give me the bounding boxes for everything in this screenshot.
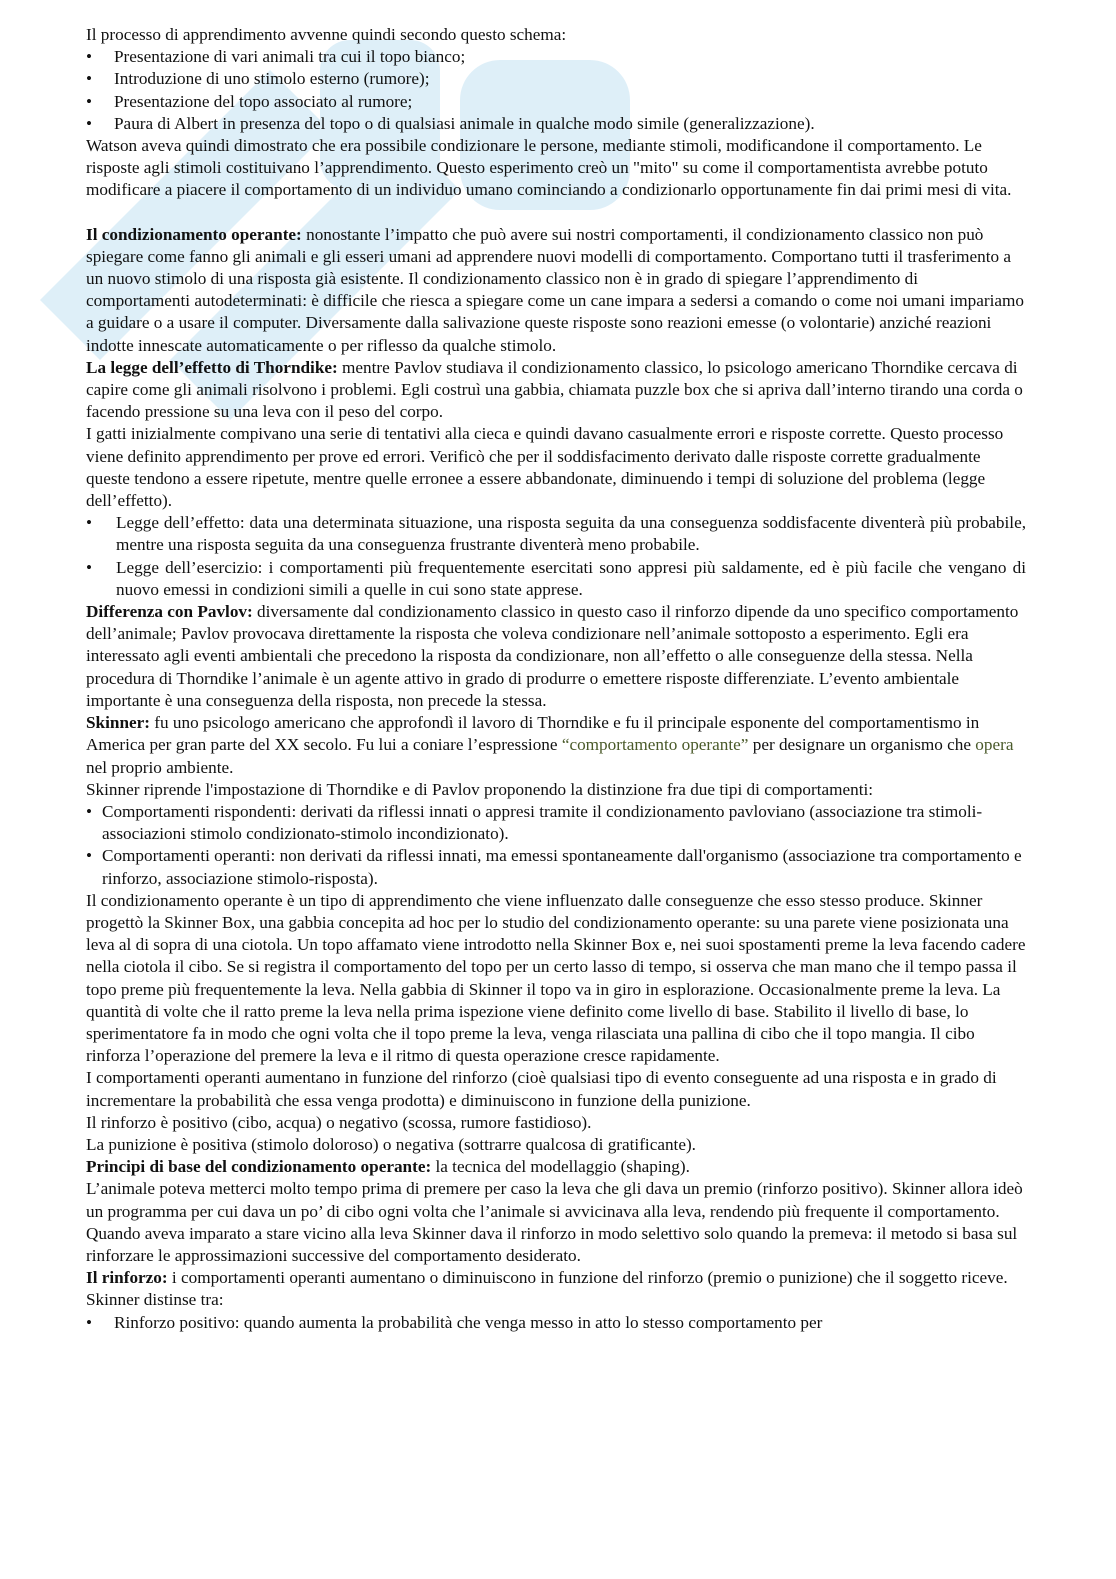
skinner-paragraph: Skinner: fu uno psicologo americano che approfondì il lavoro di Thorndike e fu il principale esponente del comportamentismo in America per gran parte del XX secolo. Fu lui a coniare l’espressione “comportamento operante” per designare un organismo che opera nel proprio ambiente. [86, 713, 1014, 777]
shaping-paragraph: L’animale poteva metterci molto tempo prima di premere per caso la leva che gli dava un premio (rinforzo positivo). Skinner allora ideò un programma per cui dava un po’ di cibo ogni volta che l’animale si avvicinava alla leva, rendendo più frequente il comportamento. Quando aveva imparato a stare vicino alla leva Skinner dava il rinforzo in modo selettivo solo quando la premeva: il metodo si basa sul rinforzare le approssimazioni successive del comportamento desiderato. [86, 1179, 1023, 1265]
list-item: • Paura di Albert in presenza del topo o di qualsiasi animale in qualche modo simile (generalizzazione). [86, 113, 1026, 135]
skinner-distinction-paragraph: Skinner riprende l'impostazione di Thorndike e di Pavlov proponendo la distinzione fra due tipi di comportamenti: [86, 779, 874, 799]
list-item: • Presentazione del topo associato al rumore; [86, 91, 1026, 113]
bullet-icon: • [86, 846, 93, 866]
bullet-icon: • [86, 91, 93, 111]
bullet-icon: • [86, 69, 93, 89]
list-item: • Presentazione di vari animali tra cui il topo bianco; [86, 46, 1026, 68]
thorndike-paragraph: La legge dell’effetto di Thorndike: mentre Pavlov studiava il condizionamento classico, lo psicologo americano Thorndike cercava di capire come gli animali risolvono i problemi. Egli costruì una gabbia, chiamata puzzle box che si apriva dall’interno tirando una corda o facendo pressione su una leva con il peso del corpo. [86, 357, 1023, 422]
list-item: • Rinforzo positivo: quando aumenta la probabilità che venga messo in atto lo stesso comportamento per [86, 1312, 1026, 1334]
operant-behavior-link[interactable]: “comportamento operante” [561, 735, 749, 755]
pavlov-difference-paragraph: Differenza con Pavlov: diversamente dal condizionamento classico in questo caso il rinforzo dipende da uno specifico comportamento dell’animale; Pavlov provocava direttamente la risposta che voleva condizionare nell’animale sottoposto a esperimento. Egli era interessato agli eventi ambientali che precedono la risposta da condizionare, non all’effetto o alle conseguenze della stessa. Nella procedura di Thorndike l’animale è un agente attivo in grado di produrre o emettere risposte differenziate. L’evento ambientale importante è una conseguenza della risposta, non precede la stessa. [86, 602, 1019, 710]
bullet-icon: • [86, 47, 93, 67]
trial-error-paragraph: I gatti inizialmente compivano una serie di tentativi alla cieca e quindi davano casualmente errori e risposte corrette. Questo processo viene definito apprendimento per prove ed errori. Verificò che per il soddisfacimento derivato dalle risposte corrette gradualmente queste tendono a essere ripetute, mentre quelle erronee a essere abbandonate, diminuendo i tempi di soluzione del problema (legge dell’effetto). [86, 424, 1004, 511]
list-item: • Legge dell’effetto: data una determinata situazione, una risposta seguita da una conseguenza soddisfacente diventerà più probabile, mentre una risposta seguita da una conseguenza frustrante diventerà meno probabile. [86, 513, 1026, 555]
bullet-icon: • [86, 513, 93, 533]
skinner-box-paragraph: Il condizionamento operante è un tipo di apprendimento che viene influenzato dalle conseguenze che esso stesso produce. Skinner progettò la Skinner Box, una gabbia concepita ad hoc per lo studio del condizionamento operante: su una parete viene posizionata una leva al di sopra di una ciotola. Un topo affamato viene introdotto nella Skinner Box e, nei suoi spostamenti preme la leva facendo cadere nella ciotola il cibo. Se si registra il comportamento del topo per un certo lasso di tempo, si osserva che man mano che il tempo passa il topo preme più frequentemente la leva. Nella gabbia di Skinner il topo va in giro in esplorazione. Occasionalmente preme la leva. La quantità di volte che il ratto preme la leva nella prima ispezione viene definito come livello di base. Stabilito il livello di base, lo sperimentatore fa in modo che ogni volta che il topo preme la leva, venga rilasciata una pallina di cibo che il topo mangia. Il cibo rinforza l’operazione del premere la leva e il ritmo di questa operazione cresce rapidamente. [86, 890, 1026, 1066]
list-item: • Comportamenti operanti: non derivati da riflessi innati, ma emessi spontaneamente dall'organismo (associazione tra comportamento e rinforzo, associazione stimolo-risposta). [86, 846, 1022, 888]
reinforcement-types-line: Il rinforzo è positivo (cibo, acqua) o negativo (scossa, rumore fastidioso). [86, 1112, 592, 1132]
reinforcement-function-paragraph: I comportamenti operanti aumentano in funzione del rinforzo (cioè qualsiasi tipo di evento conseguente ad una risposta e in grado di incrementare la probabilità che essa venga prodotta) e diminuiscono in funzione della punizione. [86, 1068, 997, 1110]
bullet-icon: • [86, 1312, 93, 1332]
schema-intro: Il processo di apprendimento avvenne quindi secondo questo schema: [86, 25, 567, 44]
bullet-icon: • [86, 801, 93, 821]
reinforcement-paragraph: Il rinforzo: i comportamenti operanti aumentano o diminuiscono in funzione del rinforzo (premio o punizione) che il soggetto riceve. Skinner distinse tra: [86, 1268, 1008, 1310]
watson-paragraph: Watson aveva quindi dimostrato che era possibile condizionare le persone, mediante stimoli, modificandone il comportamento. Le risposte agli stimoli costituivano l’apprendimento. Questo esperimento creò un "mito" su come il comportamentista avrebbe potuto modificare a piacere il comportamento di un individuo umano cominciando a condizionarlo opportunamente fin dai primi mesi di vita. [86, 136, 1012, 200]
section-heading: Differenza con Pavlov: [86, 602, 253, 622]
section-heading: Principi di base del condizionamento operante: [86, 1157, 432, 1177]
punishment-types-line: La punizione è positiva (stimolo doloroso) o negativa (sottrarre qualcosa di gratificante). [86, 1134, 696, 1154]
shaping-heading-line: Principi di base del condizionamento operante: la tecnica del modellaggio (shaping). [86, 1157, 690, 1177]
opera-link[interactable]: opera [975, 735, 1014, 755]
list-item: • Legge dell’esercizio: i comportamenti più frequentemente esercitati sono appresi più saldamente, ed è più facile che vengano di nuovo emessi in condizioni simili a quelle in cui sono state apprese. [86, 557, 1026, 599]
bullet-icon: • [86, 113, 93, 133]
section-heading: Skinner: [86, 713, 150, 733]
document-page [86, 24, 1026, 1334]
list-item: • Comportamenti rispondenti: derivati da riflessi innati o appresi tramite il condizionamento pavloviano (associazione tra stimoli-associazioni stimolo condizionato-stimolo incondizionato). [86, 801, 983, 844]
section-heading: Il condizionamento operante: [86, 224, 302, 244]
operant-paragraph: Il condizionamento operante: nonostante l’impatto che può avere sui nostri comportamenti, il condizionamento classico non può spiegare come fanno gli animali e gli esseri umani ad apprendere nuovi modelli di comportamento. Comportano tutti il trasferimento a un nuovo stimolo di una risposta già esistente. Il condizionamento classico non è in grado di spiegare l’apprendimento di comportamenti autodeterminati: è difficile che riesca a spiegare come un cane impara a sedersi a comando o come noi umani impariamo a guidare o a usare il computer. Diversamente dalla salivazione queste risposte sono reazioni emesse (o volontarie) anziché reazioni indotte innescate automaticamente o per riflesso da qualche stimolo. [86, 224, 1024, 355]
section-heading: La legge dell’effetto di Thorndike: [86, 357, 338, 377]
section-heading: Il rinforzo: [86, 1268, 168, 1288]
bullet-icon: • [86, 557, 93, 577]
list-item: • Introduzione di uno stimolo esterno (rumore); [86, 68, 1026, 90]
